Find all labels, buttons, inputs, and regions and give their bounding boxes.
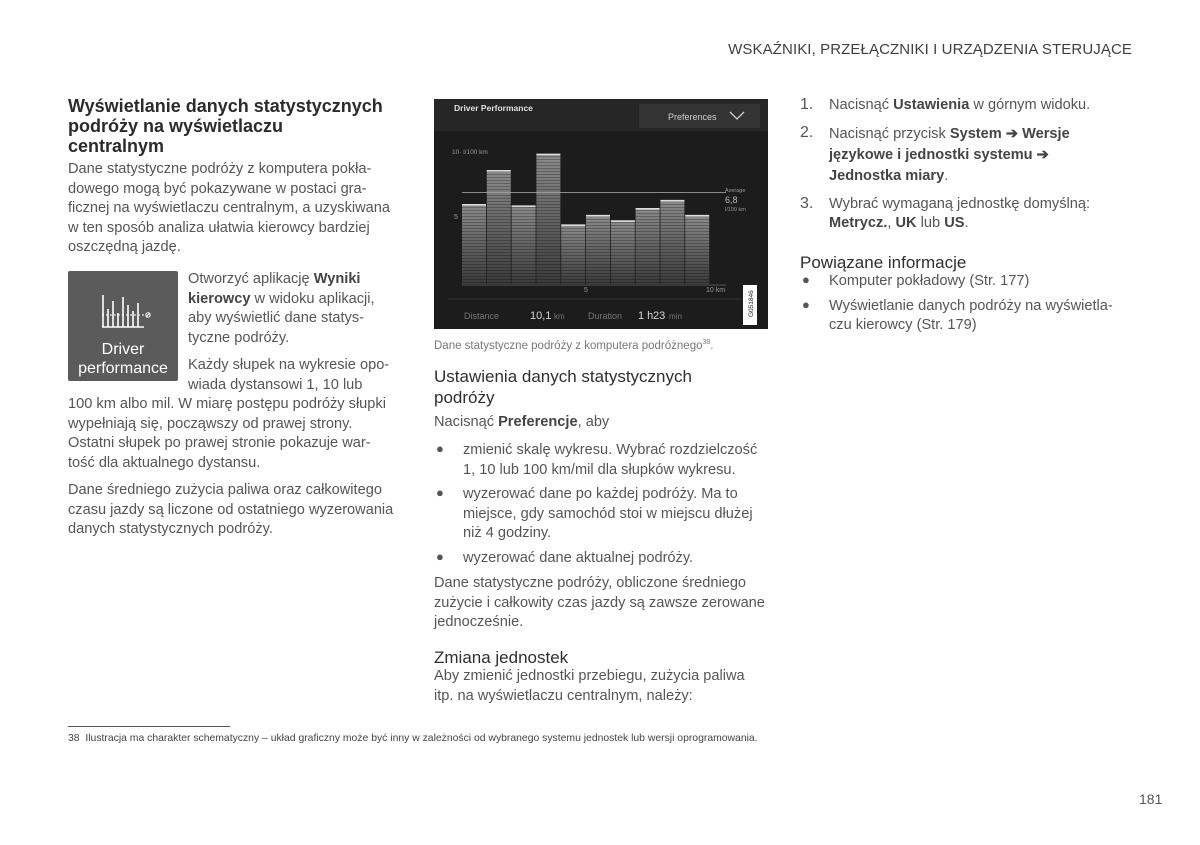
chart-bar-texture	[536, 154, 560, 285]
footnote	[68, 733, 758, 744]
text-line: aby wyświetlić dane statys-	[188, 310, 365, 326]
section-title-line: Wyświetlanie danych statystycznych	[68, 96, 383, 116]
menu-name: Jednostka miary	[829, 167, 945, 184]
text: w widoku aplikacji,	[250, 290, 375, 307]
text-line	[188, 270, 408, 290]
illustration-code: G051846	[748, 290, 755, 317]
unit-option: UK	[895, 215, 917, 231]
y-axis-mid-tick: 5	[454, 214, 458, 221]
list-item: ● zmienić skalę wykresu. Wybrać rozdzielczość 1, 10 lub 100 km/mil dla słupków wykresu.	[434, 441, 774, 480]
text-line: Wybrać wymaganą jednostkę domyślną:	[829, 195, 1091, 212]
steps-list	[800, 96, 1132, 234]
average-label: Average	[725, 188, 746, 194]
bar-paragraph-start	[188, 356, 408, 395]
duration-hours: 1 h	[638, 310, 654, 322]
arrow-right-icon: ➔	[1001, 125, 1023, 142]
section-title-line: podróży na wyświetlaczu	[68, 116, 284, 136]
text-line: itp. na wyświetlaczu centralnym, należy:	[434, 687, 693, 704]
footnote-text: Ilustracja ma charakter schematyczny – układ graficzny może być inny w zależności od wybranego systemu jednostek lub wersji oprogramowania.	[85, 733, 758, 744]
step-item: 2. Nacisnąć przycisk System ➔ Wersje językowe i jednostki systemu ➔ Jednostka miary.	[800, 124, 1132, 187]
chart-bar-texture	[685, 216, 709, 285]
text-line: Jednostka miary.	[829, 167, 949, 184]
text: Otworzyć aplikację	[188, 271, 314, 287]
distance-label: Distance	[464, 311, 500, 321]
caption-text: Dane statystyczne podróży z komputera podróżnego	[434, 339, 703, 352]
app-name: Wyniki	[313, 271, 361, 287]
heading-line: Ustawienia danych statystycznych	[434, 367, 692, 386]
unit-option: Metrycz.	[829, 215, 888, 231]
menu-name: Preferencje	[498, 414, 578, 430]
chart-bar-texture	[512, 206, 536, 285]
text-line: tyczne podróży.	[188, 329, 290, 346]
text-line: Ostatni słupek po prawej stronie pokazuje war-	[68, 435, 371, 451]
text-line: zmienić skalę wykresu. Wybrać rozdzielczość	[463, 442, 758, 458]
chart-bar-texture	[660, 201, 684, 285]
open-app-paragraph	[188, 270, 408, 348]
settings-heading	[434, 366, 774, 408]
figure-caption	[434, 335, 774, 354]
menu-name: Ustawienia	[893, 97, 970, 113]
chart-bar-texture	[636, 209, 660, 285]
distance-value: 10,1	[530, 310, 552, 322]
text-line: wyzerować dane po każdej podróży. Ma to	[463, 486, 738, 502]
text-line: czasu jazdy są liczone od ostatniego wyzerowania	[68, 501, 394, 518]
text-line: Nacisnąć Ustawienia w górnym widoku.	[829, 97, 1091, 113]
y-axis-unit: 10· l/100 km	[452, 149, 488, 156]
intro-paragraph	[68, 160, 408, 258]
related-link[interactable]: ● Komputer pokładowy (Str. 177)	[800, 272, 1132, 292]
press-preferences	[434, 413, 774, 433]
text-line: niż 4 godziny.	[463, 525, 552, 541]
related-list	[800, 272, 1132, 336]
chart-bar-texture	[561, 225, 585, 285]
text-line: danych statystycznych podróży.	[68, 521, 273, 537]
duration-label: Duration	[588, 311, 623, 321]
text-line: Dane statystyczne podróży, obliczone średniego	[434, 575, 747, 591]
text-line: czu kierowcy (Str. 179)	[829, 317, 977, 333]
heading-line: Zmiana jednostek	[434, 648, 569, 667]
text-line	[434, 413, 774, 433]
text-line: 100 km albo mil. W miarę postępu podróży słupki	[68, 396, 386, 412]
menu-name: Wersje	[1022, 125, 1070, 142]
distance-unit: km	[554, 312, 565, 321]
bar-paragraph-rest	[68, 395, 408, 473]
text-line: oszczędną jazdę.	[68, 239, 181, 255]
app-tile-label: performance	[78, 360, 168, 377]
app-name: kierowcy	[188, 290, 251, 307]
preferences-button[interactable]: Preferences	[668, 112, 717, 122]
menu-name: językowe i jednostki systemu	[829, 146, 1033, 163]
unit-option: US	[944, 215, 965, 231]
section-title	[68, 96, 408, 156]
duration-minutes: 23	[653, 310, 666, 322]
text-line	[188, 290, 408, 310]
step-item: 1. Nacisnąć Ustawienia w górnym widoku.	[800, 96, 1132, 116]
text-line: Komputer pokładowy (Str. 177)	[829, 273, 1030, 289]
text: , aby	[577, 414, 610, 430]
caption-end: .	[710, 339, 714, 352]
text-line: wyzerować dane aktualnej podróży.	[463, 549, 694, 566]
text-line: Aby zmienić jednostki przebiegu, zużycia paliwa	[434, 668, 745, 684]
driver-performance-chart	[434, 99, 768, 329]
text-line: wiada dystansowi 1, 10 lub	[188, 376, 363, 393]
driver-performance-screen	[434, 99, 768, 329]
footnote-ref[interactable]: 38	[702, 339, 711, 346]
text-line: tość dla aktualnego dystansu.	[68, 454, 261, 471]
x-axis-end-tick: 10 km	[706, 287, 726, 294]
text-line: dowego mogą być pokazywane w postaci gra-	[68, 180, 367, 197]
chart-bar-texture	[487, 171, 511, 285]
text-line: Dane średniego zużycia paliwa oraz całkowitego	[68, 482, 382, 498]
related-heading	[800, 252, 1132, 273]
menu-name: System	[949, 125, 1002, 142]
heading-line: Powiązane informacje	[800, 253, 967, 272]
app-tile-label: Driver	[101, 341, 145, 358]
text-line	[829, 145, 1132, 166]
bar-chart-icon	[68, 271, 178, 331]
text-line: 1, 10 lub 100 km/mil dla słupków wykresu.	[463, 461, 736, 478]
arrow-right-icon: ➔	[1032, 146, 1049, 163]
text-line: miejsce, gdy samochód stoi w miejscu dłużej	[463, 505, 753, 522]
text-line: Nacisnąć przycisk System ➔ Wersje	[829, 125, 1070, 142]
text-line: Metrycz., UK lub US.	[829, 215, 969, 231]
average-paragraph	[68, 481, 408, 540]
step-item: 3. Wybrać wymaganą jednostkę domyślną: Metrycz., UK lub US.	[800, 195, 1132, 234]
text: Nacisnąć	[434, 414, 499, 430]
driver-performance-app-tile	[68, 271, 178, 381]
related-link[interactable]: ● Wyświetlanie danych podróży na wyświetla- czu kierowcy (Str. 179)	[800, 297, 1132, 336]
units-paragraph	[434, 667, 774, 706]
text-line: jednocześnie.	[434, 614, 524, 630]
text-line: wypełniają się, począwszy od prawej strony.	[68, 415, 353, 432]
text-line: Dane statystyczne podróży z komputera pokła-	[68, 161, 372, 177]
x-axis-mid-tick: 5	[584, 287, 588, 294]
text-line: zużycie i całkowity czas jazdy są zawsze zerowane	[434, 594, 765, 611]
footnote-divider	[68, 726, 230, 727]
text-line: Każdy słupek na wykresie opo-	[188, 357, 390, 373]
chart-bar-texture	[586, 216, 610, 285]
units-heading	[434, 647, 774, 668]
screen-title: Driver Performance	[454, 103, 533, 113]
text-line: ficznej na wyświetlaczu centralnym, a uzyskiwana	[68, 200, 391, 216]
text-line: w ten sposób analiza ułatwia kierowcy bardziej	[68, 219, 370, 236]
heading-line: podróży	[434, 388, 495, 407]
average-value: 6,8	[725, 195, 738, 205]
text-line: Wyświetlanie danych podróży na wyświetla-	[829, 297, 1113, 314]
running-head: WSKAŹNIKI, PRZEŁĄCZNIKI I URZĄDZENIA STERUJĄCE	[728, 41, 1132, 58]
list-item: ● wyzerować dane aktualnej podróży.	[434, 549, 774, 569]
reset-paragraph	[434, 574, 774, 633]
duration-unit: min	[669, 312, 682, 321]
list-item: ● wyzerować dane po każdej podróży. Ma to miejsce, gdy samochód stoi w miejscu dłużej niż 4 godziny.	[434, 485, 774, 544]
average-unit: l/100 km	[725, 207, 746, 213]
chart-bar-texture	[611, 221, 635, 285]
preferences-bullets	[434, 441, 774, 568]
page-number: 181	[1139, 791, 1163, 807]
caption-line	[434, 335, 774, 354]
chart-bar-texture	[462, 205, 486, 285]
footnote-number: 38	[68, 733, 80, 744]
section-title-line: centralnym	[68, 136, 165, 156]
